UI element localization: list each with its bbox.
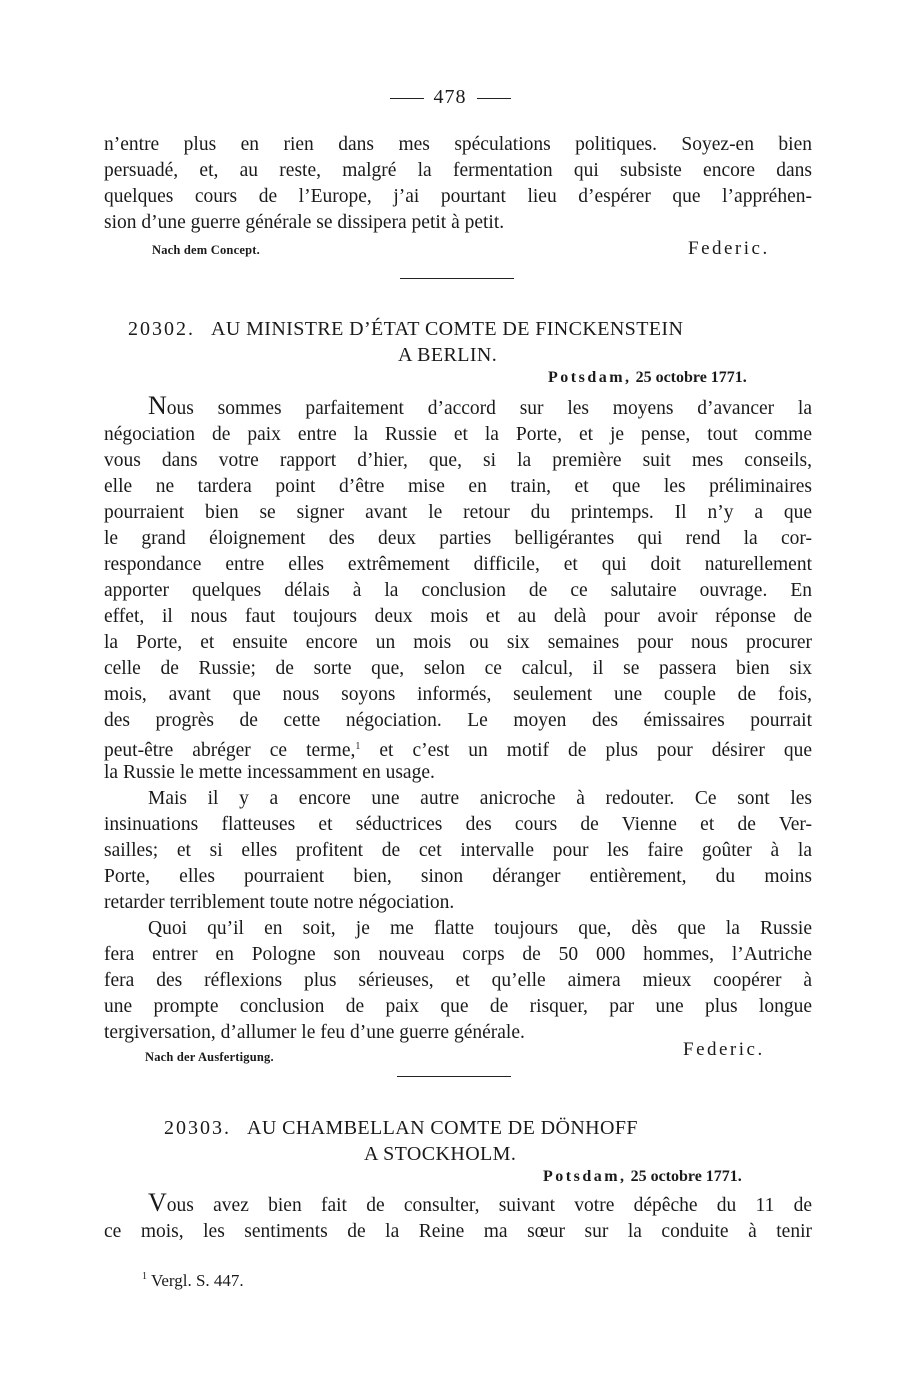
body-line: persuadé, et, au reste, malgré la fermentation qui subsiste encore dans [104, 160, 812, 181]
body-line: apporter quelques délais à la conclusion de ce salutaire ouvrage. En [104, 580, 812, 601]
letter-title: AU MINISTRE D’ÉTAT COMTE DE FINCKENSTEIN [211, 318, 684, 340]
body-line: retarder terriblement toute notre négociation. [104, 892, 455, 913]
body-line: la Porte, et ensuite encore un mois ou six semaines pour nous procurer [104, 632, 812, 653]
body-line: vous dans votre rapport d’hier, que, si la première suit mes conseils, [104, 450, 812, 471]
body-line: fera des réflexions plus sérieuses, et qu’elle aimera mieux coopérer à [104, 970, 812, 991]
body-line: respondance entre elles extrêmement difficile, et qui doit naturellement [104, 554, 812, 575]
initial-letter: N [148, 391, 167, 420]
body-line: une prompte conclusion de paix que de risquer, par une plus longue [104, 996, 812, 1017]
letter-title-line2: A STOCKHOLM. [364, 1143, 517, 1165]
letter-heading [164, 1117, 638, 1140]
body-line: celle de Russie; de sorte que, selon ce calcul, il se passera bien six [104, 658, 812, 679]
footnote: $^1$ Vergl. S. 447. [142, 1271, 244, 1290]
body-line: elle ne tardera point d’être mise en train, et que les préliminaires [104, 476, 812, 497]
body-line: peut-être abréger ce terme,$^1$ et c’est un motif de plus pour désirer que [104, 740, 812, 761]
body-line: pourraient bien se signer avant le retour du printemps. Il n’y a que [104, 502, 812, 523]
section-divider [400, 278, 514, 279]
letter-heading [128, 318, 683, 341]
signature: Federic. [683, 1039, 765, 1060]
initial-letter: V [148, 1188, 167, 1217]
body-line: tergiversation, d’allumer le feu d’une guerre générale. [104, 1022, 525, 1043]
footnote-marker: 1 [355, 741, 361, 752]
body-line: des progrès de cette négociation. Le moyen des émissaires pourrait [104, 710, 812, 731]
body-line: mois, avant que nous soyons informés, seulement une couple de fois, [104, 684, 812, 705]
body-line: sailles; et si elles profitent de cet intervalle pour les faire goûter à la [104, 840, 812, 861]
source-note: Nach dem Concept. [152, 243, 260, 257]
body-line: Mais il y a encore une autre anicroche à redouter. Ce sont les [148, 788, 812, 809]
page-number: 478 [0, 86, 900, 109]
body-line: insinuations flatteuses et séductrices des cours de Vienne et de Ver- [104, 814, 812, 835]
letter-number: 20302. [128, 318, 195, 340]
body-line: Nous sommes parfaitement d’accord sur les moyens d’avancer la [148, 391, 812, 420]
body-line: négociation de paix entre la Russie et la Porte, et je pense, tout comme [104, 424, 812, 445]
letter-number: 20303. [164, 1117, 231, 1139]
letter-title: AU CHAMBELLAN COMTE DE DÖNHOFF [247, 1117, 638, 1139]
body-line: ce mois, les sentiments de la Reine ma sœur sur la conduite à tenir [104, 1221, 812, 1242]
signature: Federic. [688, 238, 770, 259]
section-divider [397, 1076, 511, 1077]
body-line: la Russie le mette incessamment en usage. [104, 762, 435, 783]
body-line: le grand éloignement des deux parties belligérantes qui rend la cor- [104, 528, 812, 549]
body-line: Vous avez bien fait de consulter, suivant votre dépêche du 11 de [148, 1188, 812, 1217]
place-date: Potsdam, 25 octobre 1771. [543, 1168, 742, 1185]
source-note: Nach der Ausfertigung. [145, 1050, 274, 1064]
body-line: sion d’une guerre générale se dissipera petit à petit. [104, 212, 505, 233]
body-line: Quoi qu’il en soit, je me flatte toujours que, dès que la Russie [148, 918, 812, 939]
body-line: effet, il nous faut toujours deux mois et au delà pour avoir réponse de [104, 606, 812, 627]
body-line: quelques cours de l’Europe, j’ai pourtant lieu d’espérer que l’appréhen- [104, 186, 812, 207]
place-date: Potsdam, 25 octobre 1771. [548, 369, 747, 386]
body-line: Porte, elles pourraient bien, sinon déranger entièrement, du moins [104, 866, 812, 887]
letter-title-line2: A BERLIN. [398, 344, 498, 366]
footnote-marker: 1 [142, 1271, 147, 1282]
body-line: fera entrer en Pologne son nouveau corps de 50 000 hommes, l’Autriche [104, 944, 812, 965]
body-line: n’entre plus en rien dans mes spéculations politiques. Soyez-en bien [104, 134, 812, 155]
